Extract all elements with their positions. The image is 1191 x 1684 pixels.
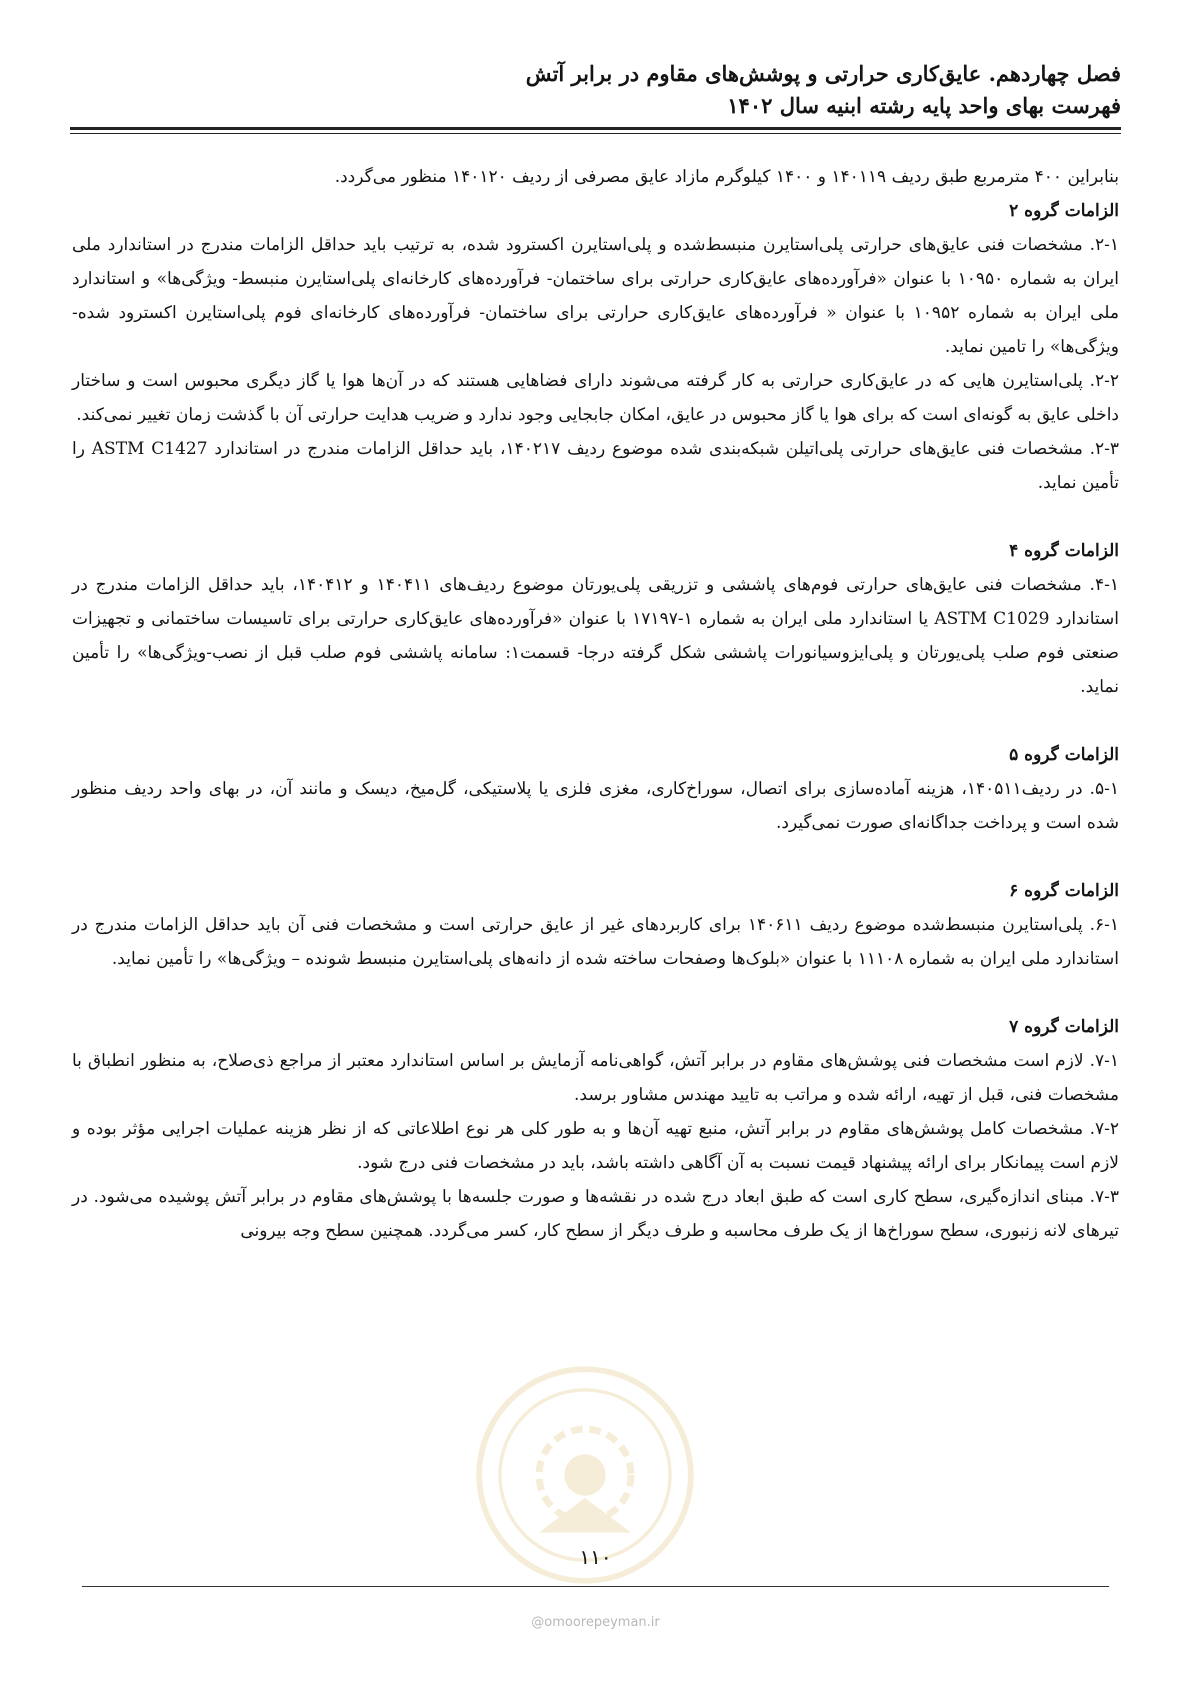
spacer	[72, 976, 1119, 1010]
group2-item3-text-a: ۲-۳. مشخصات فنی عایق‌های حرارتی پلی‌اتیلن شبکه‌بندی شده موضوع ردیف ۱۴۰۲۱۷، باید حداقل الزامات مندرج در استاندارد	[214, 439, 1120, 459]
group6-item1: ۶-۱. پلی‌استایرن منبسط‌شده موضوع ردیف ۱۴۰۶۱۱ برای کاربردهای غیر از عایق حرارتی است و مشخصات فنی آن باید حداقل الزامات مندرج در استاندارد ملی ایران به شماره ۱۱۱۰۸ با عنوان «بلوک‌ها وصفحات ساخته شده از دانه‌های پلی‌استایرن منبسط شونده – ویژگی‌ها» را تأمین نماید.	[72, 915, 1119, 969]
intro-paragraph: بنابراین ۴۰۰ مترمربع طبق ردیف ۱۴۰۱۱۹ و ۱۴۰۰ کیلوگرم مازاد عایق مصرفی از ردیف ۱۴۰۱۲۰ منظور می‌گردد.	[334, 167, 1119, 187]
group4-item1-text-b: یا استاندارد ملی ایران به شماره ۱-۱۷۱۹۷ با عنوان «فرآورده‌های عایق‌کاری حرارتی برای تاسیسات ساختمانی و تجهیزات صنعتی فوم صلب پلی‌یورتان و پلی‌ایزوسیانورات پاششی شکل گرفته درجا- قسمت۱: سامانه پاششی فوم صلب قبل از نصب-ویژگی‌ها» را تأمین نماید.	[72, 609, 1119, 697]
document-body	[72, 160, 1119, 1248]
spacer	[72, 840, 1119, 874]
document-title: فهرست بهای واحد پایه رشته ابنیه سال ۱۴۰۲	[727, 93, 1121, 118]
footer-rule	[82, 1586, 1109, 1587]
group4-item1-standard: ASTM C1029	[934, 609, 1050, 629]
group7-item2: ۷-۲. مشخصات کامل پوشش‌های مقاوم در برابر آتش، منبع تهیه آن‌ها و به طور کلی هر نوع اطلاعاتی که از نظر هزینه عملیات اجرایی مؤثر بوده و لازم است پیمانکار برای ارائه پیشنهاد قیمت نسبت به آن آگاهی داشته باشد، باید در مشخصات فنی درج شود.	[72, 1119, 1120, 1173]
group4-item1-text-a: ۴-۱. مشخصات فنی عایق‌های حرارتی فوم‌های پاششی و تزریقی پلی‌یورتان موضوع ردیف‌های ۱۴۰۴۱۱ و ۱۴۰۴۱۲، باید حداقل الزامات مندرج در استاندارد	[72, 575, 1119, 629]
group7-heading: الزامات گروه ۷	[1009, 1017, 1119, 1037]
group4-item1	[72, 568, 1119, 704]
group2-item3-text-b: را تأمین نماید.	[72, 439, 1119, 493]
group2-item1: ۲-۱. مشخصات فنی عایق‌های حرارتی پلی‌استایرن منبسط‌شده و پلی‌استایرن اکسترود شده، به ترتیب باید حداقل الزامات مندرج در استاندارد ملی ایران به شماره ۱۰۹۵۰ با عنوان «فرآورده‌های عایق‌کاری حرارتی برای ساختمان- فرآورده‌های کارخانه‌ای پلی‌استایرن منبسط- ویژگی‌ها» و استاندارد ملی ایران به شماره ۱۰۹۵۲ با عنوان « فرآورده‌های عایق‌کاری حرارتی برای ساختمان- فرآورده‌های کارخانه‌ای فوم پلی‌استایرن اکسترود شده- ویژگی‌ها» را تامین نماید.	[72, 235, 1119, 357]
group7-item3: ۷-۳. مبنای اندازه‌گیری، سطح کاری است که طبق ابعاد درج شده در نقشه‌ها و صورت جلسه‌ها با پوشش‌های مقاوم در برابر آتش پوشیده می‌شود. در تیرهای لانه زنبوری، سطح سوراخ‌ها از یک طرف محاسبه و طرف دیگر از سطح کار، کسر می‌گردد. همچنین سطح وجه بیرونی	[72, 1187, 1119, 1241]
group7-item1: ۷-۱. لازم است مشخصات فنی پوشش‌های مقاوم در برابر آتش، گواهی‌نامه آزمایش بر اساس استاندارد معتبر از مراجع ذی‌صلاح، به منظور انطباق با مشخصات فنی، قبل از تهیه، ارائه شده و مراتب به تایید مهندس مشاور برسد.	[72, 1051, 1119, 1105]
watermark-site: @omoorepeyman.ir	[531, 1615, 660, 1630]
group4-heading: الزامات گروه ۴	[1009, 541, 1119, 561]
group2-item2: ۲-۲. پلی‌استایرن هایی که در عایق‌کاری حرارتی به کار گرفته می‌شوند دارای فضاهایی هستند که در آن‌ها هوا یا گاز دیگری محبوس است و ساختار داخلی عایق به گونه‌ای است که برای هوا یا گاز محبوس در عایق، امکان جابجایی وجود ندارد و ضریب هدایت حرارتی آن با گذشت زمان تغییر نمی‌کند.	[72, 371, 1119, 425]
group2-item3	[72, 432, 1119, 500]
spacer	[72, 704, 1119, 738]
spacer	[72, 500, 1119, 534]
page-header	[70, 58, 1121, 122]
group5-heading: الزامات گروه ۵	[1009, 745, 1119, 765]
group5-item1: ۵-۱. در ردیف۱۴۰۵۱۱، هزینه آماده‌سازی برای اتصال، سوراخ‌کاری، مغزی فلزی یا پلاستیکی، گل‌میخ، دیسک و مانند آن، در بهای واحد ردیف منظور شده است و پرداخت جداگانه‌ای صورت نمی‌گیرد.	[72, 779, 1119, 833]
page-number: ۱۱۰	[579, 1545, 612, 1569]
group2-item3-standard: ASTM C1427	[91, 439, 208, 459]
group6-heading: الزامات گروه ۶	[1009, 881, 1119, 901]
header-rule-thin	[70, 133, 1121, 134]
header-rule-thick	[70, 127, 1121, 130]
chapter-title: فصل چهاردهم. عایق‌کاری حرارتی و پوشش‌های مقاوم در برابر آتش	[525, 61, 1121, 86]
group2-heading: الزامات گروه ۲	[1009, 201, 1119, 221]
